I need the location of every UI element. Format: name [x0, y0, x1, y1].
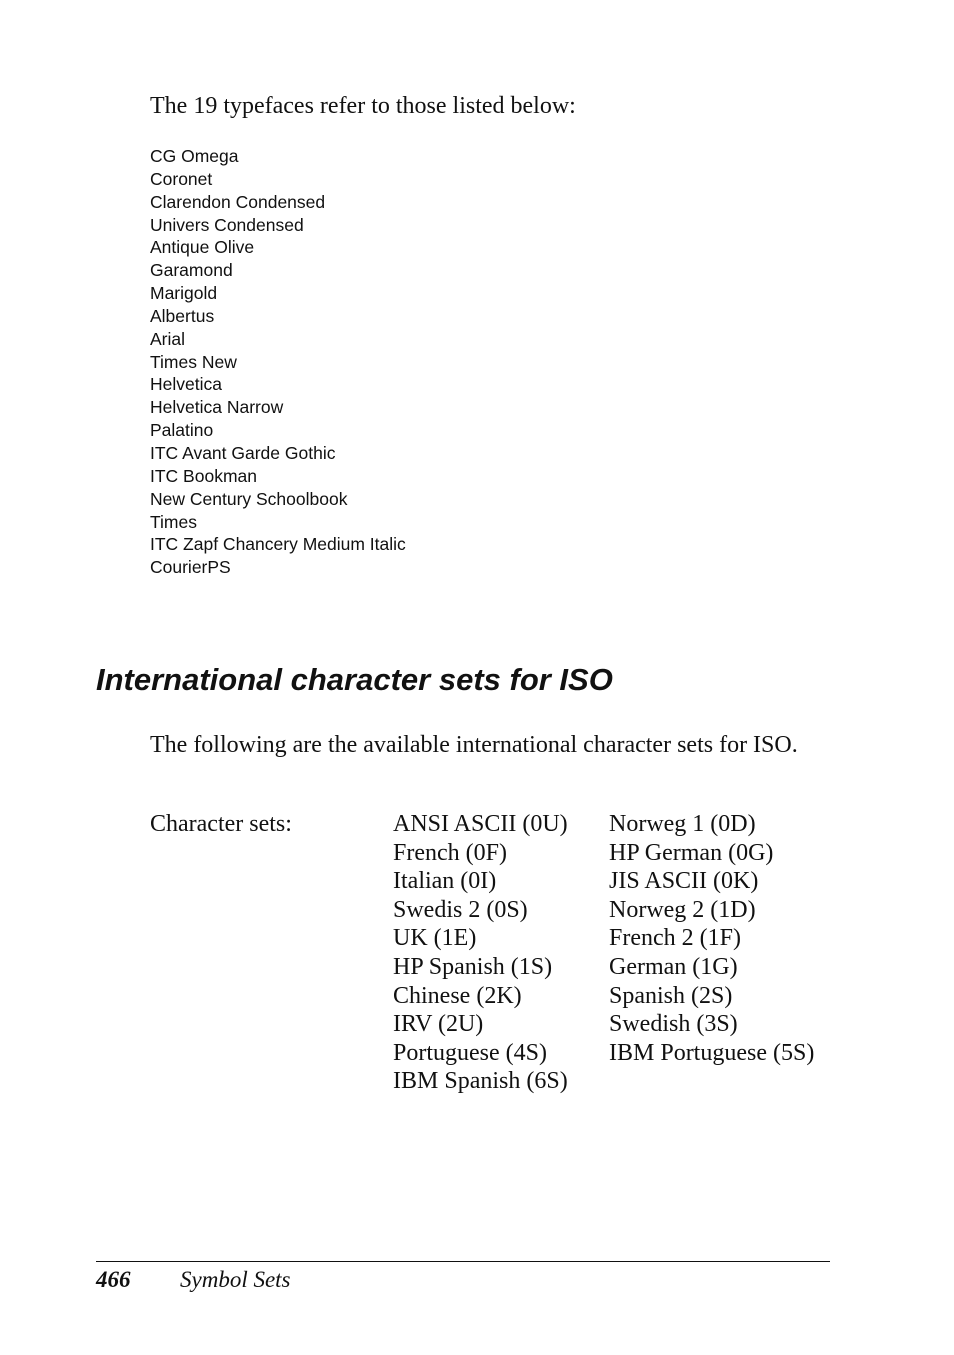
character-set-item: Italian (0I)	[393, 868, 497, 895]
character-set-item: French 2 (1F)	[609, 925, 741, 952]
character-set-item: French (0F)	[393, 839, 507, 866]
typeface-item: Times New	[150, 351, 237, 372]
typeface-item: CourierPS	[150, 557, 231, 578]
typeface-item: Univers Condensed	[150, 214, 304, 235]
footer-rule	[96, 1261, 830, 1262]
typeface-item: ITC Avant Garde Gothic	[150, 442, 336, 463]
typeface-item: Helvetica	[150, 374, 222, 395]
page-number: 466	[96, 1267, 131, 1292]
typeface-item: CG Omega	[150, 146, 239, 166]
character-set-item: ANSI ASCII (0U)	[393, 811, 568, 837]
character-set-item: HP Spanish (1S)	[393, 953, 553, 980]
running-title: Symbol Sets	[180, 1267, 291, 1292]
typeface-item: New Century Schoolbook	[150, 488, 348, 509]
character-set-item: Norweg 1 (0D)	[609, 811, 756, 837]
character-set-item: JIS ASCII (0K)	[609, 868, 759, 895]
typeface-item: ITC Zapf Chancery Medium Italic	[150, 534, 406, 555]
character-set-item: UK (1E)	[393, 925, 477, 952]
typeface-item: Palatino	[150, 420, 214, 441]
typeface-item: Coronet	[150, 168, 213, 189]
character-set-item: IBM Portuguese (5S)	[609, 1039, 815, 1066]
character-set-item: Chinese (2K)	[393, 982, 522, 1009]
typeface-item: Clarendon Condensed	[150, 191, 326, 212]
character-set-item: Spanish (2S)	[609, 982, 733, 1009]
character-sets-column-2	[609, 810, 814, 1067]
character-set-item: Norweg 2 (1D)	[609, 896, 756, 923]
intro-text: The 19 typefaces refer to those listed below:	[150, 93, 576, 119]
character-set-item: Portuguese (4S)	[393, 1039, 547, 1066]
typeface-item: Helvetica Narrow	[150, 397, 284, 418]
typeface-list	[150, 145, 406, 579]
typeface-item: Times	[150, 511, 197, 532]
character-sets-label: Character sets:	[150, 811, 292, 837]
character-set-item: Swedis 2 (0S)	[393, 896, 528, 923]
typeface-item: Garamond	[150, 260, 233, 281]
typeface-item: Arial	[150, 328, 186, 349]
character-set-item: Swedish (3S)	[609, 1011, 738, 1038]
typeface-item: Marigold	[150, 283, 218, 304]
typeface-item: Albertus	[150, 305, 215, 326]
character-set-item: IRV (2U)	[393, 1011, 484, 1038]
typeface-item: Antique Olive	[150, 237, 255, 258]
character-set-item: HP German (0G)	[609, 839, 774, 866]
character-set-item: IBM Spanish (6S)	[393, 1068, 568, 1095]
typeface-item: ITC Bookman	[150, 465, 257, 486]
section-paragraph: The following are the available international character sets for ISO.	[150, 732, 798, 758]
character-set-item: German (1G)	[609, 953, 738, 980]
character-sets-column-1	[393, 810, 568, 1096]
section-heading: International character sets for ISO	[96, 662, 613, 697]
